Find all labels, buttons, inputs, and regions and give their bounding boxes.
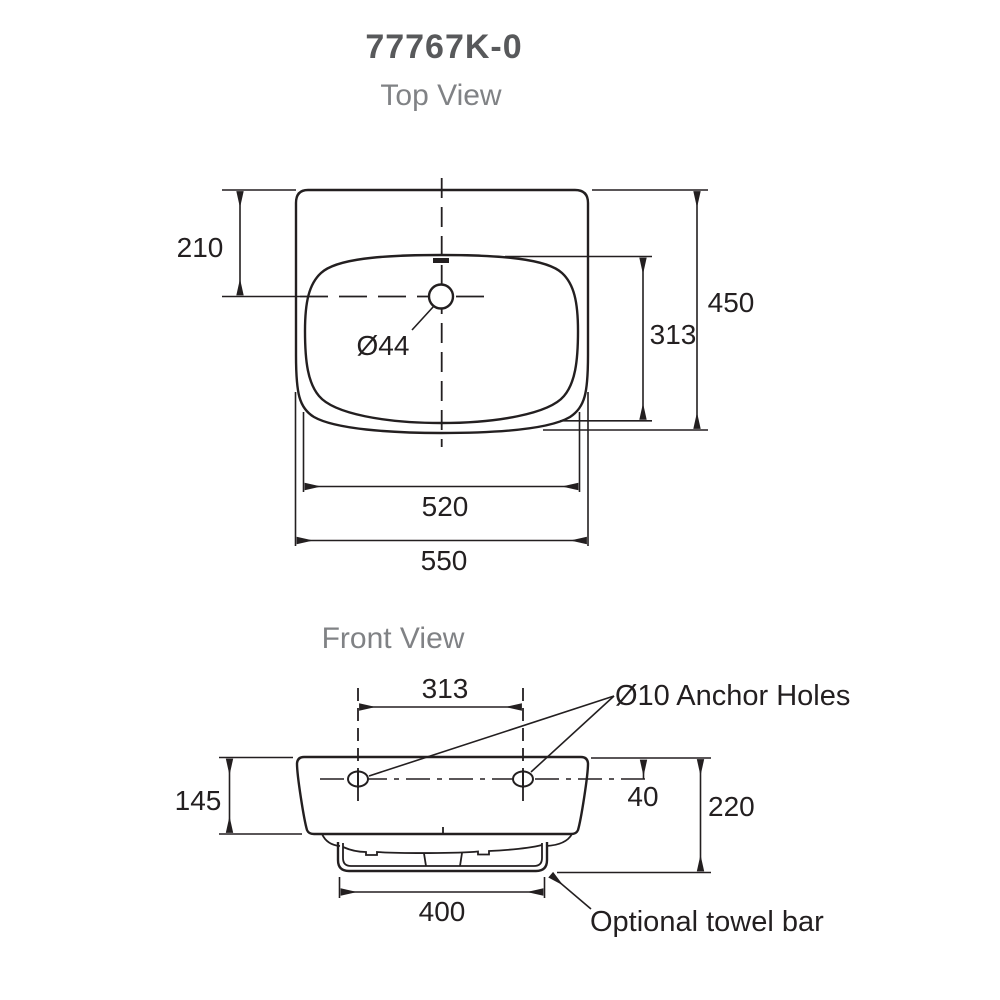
dim-313-top xyxy=(505,257,696,421)
faucet-hole-dim-label: Ø44 xyxy=(356,330,410,361)
dim-450 xyxy=(543,190,754,430)
svg-text:520: 520 xyxy=(421,491,469,522)
faucet-hole-leader xyxy=(412,307,434,331)
sink-underside-profile xyxy=(343,845,542,855)
svg-text:400: 400 xyxy=(418,896,466,927)
sink-front-body xyxy=(297,757,588,834)
svg-text:313: 313 xyxy=(649,319,697,350)
dim-40 xyxy=(627,760,658,812)
svg-text:210: 210 xyxy=(176,232,224,263)
dim-313-front xyxy=(360,673,522,707)
anchor-hole-right xyxy=(513,770,533,788)
svg-text:450: 450 xyxy=(707,287,755,318)
towel-bar-bracket-right xyxy=(546,834,572,846)
front-view-drawing xyxy=(175,673,851,938)
svg-text:Ø10 Anchor Holes: Ø10 Anchor Holes xyxy=(615,680,851,712)
front-view-label: Front View xyxy=(321,622,465,655)
top-view-drawing xyxy=(177,178,755,576)
svg-text:313: 313 xyxy=(421,673,469,704)
top-view-label: Top View xyxy=(380,79,502,112)
faucet-hole xyxy=(429,285,453,309)
drain-line-right xyxy=(460,853,462,866)
svg-text:145: 145 xyxy=(174,785,222,816)
svg-text:40: 40 xyxy=(627,781,659,812)
svg-text:550: 550 xyxy=(420,545,468,576)
anchor-hole-left xyxy=(348,770,368,788)
svg-text:Optional towel bar: Optional towel bar xyxy=(590,906,824,938)
dim-145 xyxy=(175,758,302,835)
towel-bar-annotation xyxy=(551,875,824,938)
dim-400 xyxy=(340,877,545,927)
dim-210 xyxy=(177,190,300,297)
product-code-title: 77767K-0 xyxy=(365,28,523,66)
drain-line-left xyxy=(424,854,426,867)
svg-text:220: 220 xyxy=(708,791,755,822)
